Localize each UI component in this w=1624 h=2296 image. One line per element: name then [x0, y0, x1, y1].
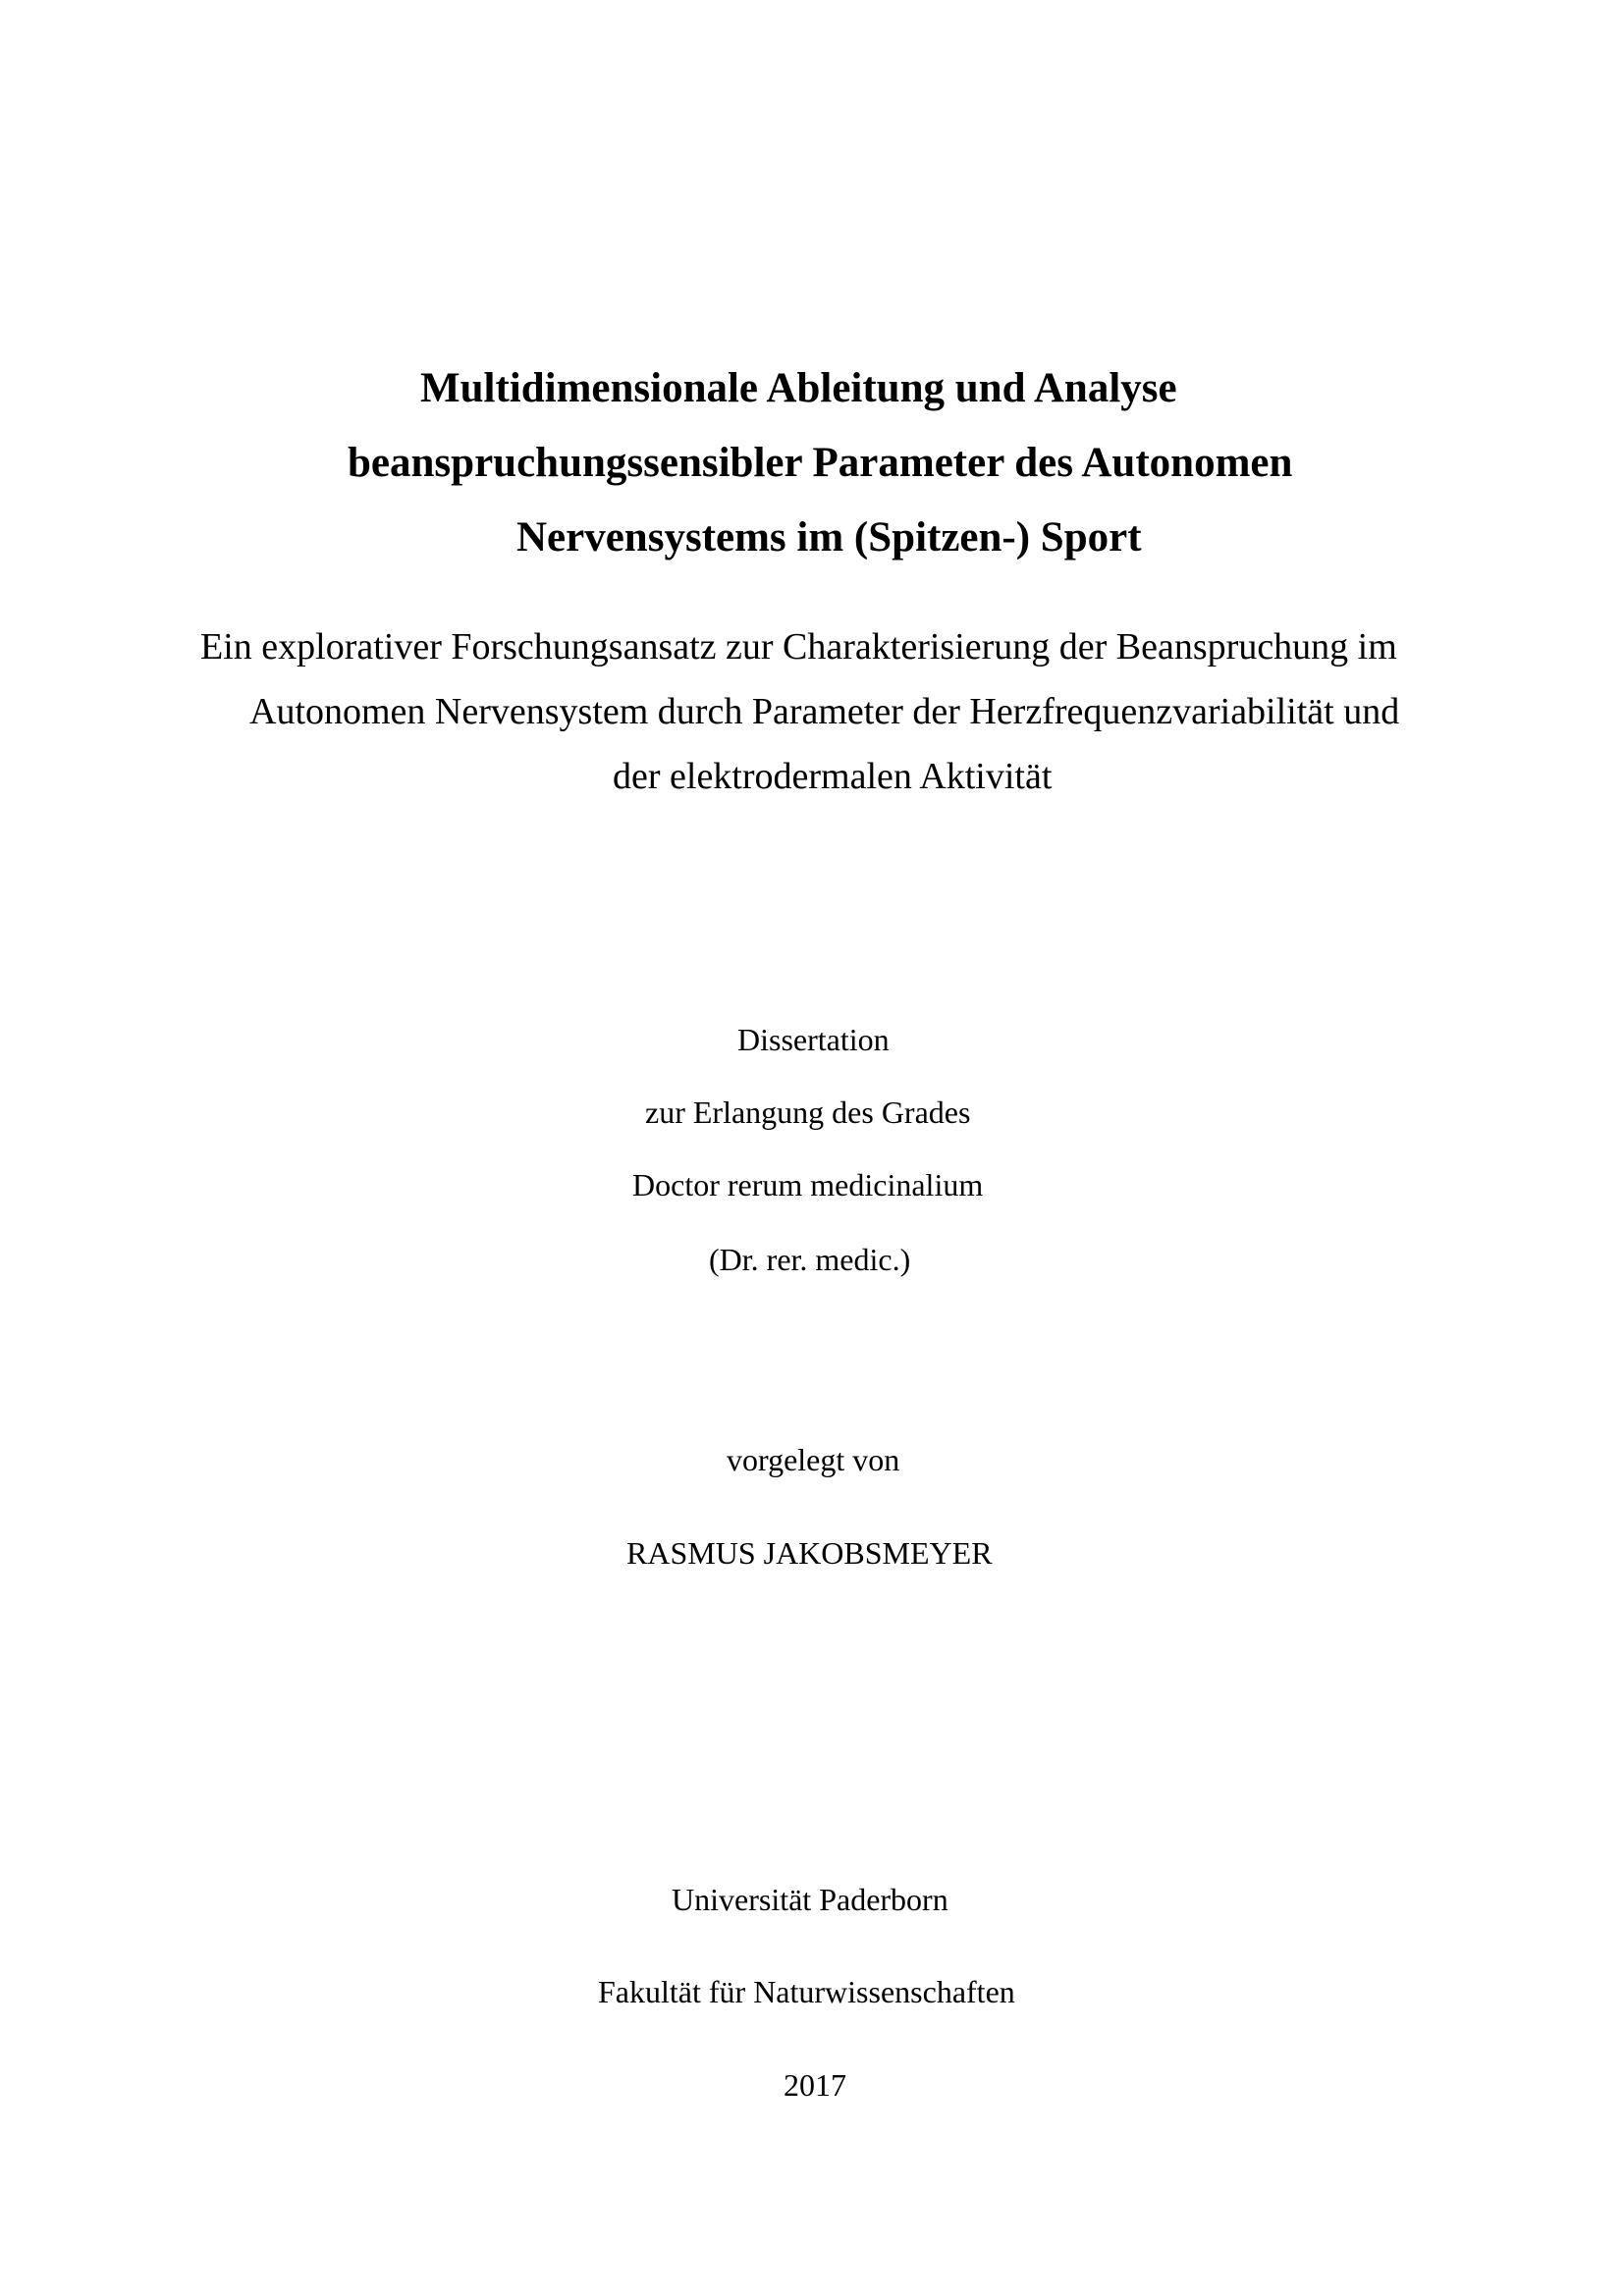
faculty-name: Fakultät für Naturwissenschaften — [598, 1974, 1015, 2009]
author-name: RASMUS JAKOBSMEYER — [626, 1535, 993, 1571]
subtitle-line-2: Autonomen Nervensystem durch Parameter der Herzfrequenzvariabilität und — [249, 691, 1400, 732]
title-line-1: Multidimensionale Ableitung und Analyse — [420, 365, 1177, 411]
year: 2017 — [784, 2067, 846, 2103]
degree-purpose: zur Erlangung des Grades — [645, 1095, 971, 1130]
university-name: Universität Paderborn — [672, 1882, 948, 1917]
subtitle-line-3: der elektrodermalen Aktivität — [613, 756, 1053, 797]
title-line-3: Nervensystems im (Spitzen-) Sport — [516, 514, 1142, 561]
submitted-by-label: vorgelegt von — [727, 1442, 900, 1477]
subtitle-line-1: Ein explorativer Forschungsansatz zur Charakterisierung der Beanspruchung im — [200, 626, 1397, 667]
title-line-2: beanspruchungssensibler Parameter des Autonomen — [348, 440, 1293, 486]
dissertation-label: Dissertation — [737, 1022, 890, 1057]
degree-name: Doctor rerum medicinalium — [632, 1167, 984, 1202]
degree-abbreviation: (Dr. rer. medic.) — [709, 1242, 911, 1277]
